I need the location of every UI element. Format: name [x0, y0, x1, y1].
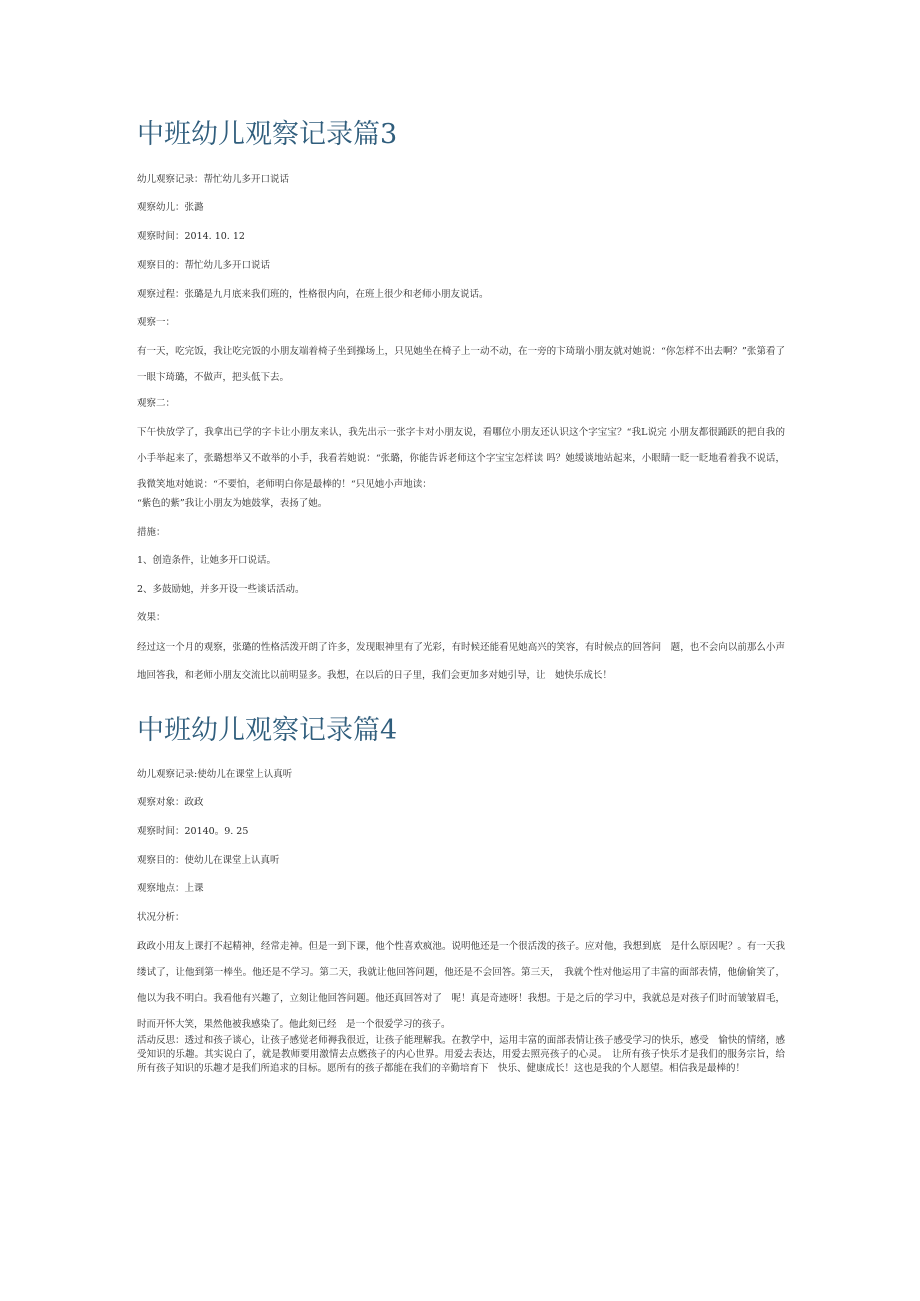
observed-child: 观察幼儿：张潞 [137, 202, 204, 213]
measures-label: 措施： [137, 527, 166, 538]
observation-time-4: 观察时间：20140。9. 25 [137, 826, 249, 837]
measure-1: 1、创造条件，让她多开口说话。 [137, 555, 277, 566]
observation-2-text: 下午快放学了，我拿出已学的字卡让小朋友来认，我先出示一张字卡对小朋友说，看哪位小朋友还认识这个字宝宝？“我L说完 小朋友都很踊跃的把自我的小手举起来了，张璐想举又不敢举的小手，我看若她说：“张璐，你能告诉老师这个字宝宝怎样读 吗？她缓谈地站起来，小眼睛一眨一眨地看着我不说话，我微笑地对她说：“不要怕，老师明白你是最棒的！“只见她小声地读： [137, 427, 785, 490]
observation-purpose-4: 观察目的：使幼儿在课堂上认真听 [137, 855, 280, 866]
observation-process: 观察过程：张璐是九月底来我们班的，性格很内向，在班上很少和老师小朋友说话。 [137, 289, 489, 300]
effect-label: 效果： [137, 612, 166, 623]
observation-time: 观察时间：2014. 10. 12 [137, 231, 245, 242]
situation-analysis-label: 状况分析： [137, 912, 185, 923]
observation-1-label: 观察一： [137, 317, 176, 328]
effect-text: 经过这一个月的观察，张璐的性格活泼开朗了许多，发现眼神里有了光彩，有时候还能看见她高兴的笑容，有时候点的回答问 题，也不会向以前那么小声地回答我，和老师小朋友交流比以前明显多。我想，在以后的日子里，我们会更加多对她引导，让 她快乐成长！ [137, 642, 785, 681]
section-4-title: 中班幼儿观察记录篇4 [137, 715, 398, 746]
observation-2-end: “紫色的紫”我让小朋友为她鼓掌，表扬了她。 [137, 498, 328, 509]
observation-location-4: 观察地点：上课 [137, 883, 204, 894]
measure-2: 2、多鼓励她，并多开设一些谈话活动。 [137, 584, 305, 595]
activity-reflection-text: 活动反思：透过和孩子谈心，让孩子感觉老师褥我很近，让孩子能理解我。在教学中，运用丰富的面部表情让孩子感受学习的快乐，感受 愉快的情绪，感受知识的乐趣。其实说白了，就是教师要用激情去点燃孩子的内心世界。用爱去表达，用爱去照亮孩子的心灵。 让所有孩子快乐才是我们的服务宗旨，给所有孩子知识的乐趣才是我们所追求的目标。愿所有的孩子都能在我们的辛勤培育下 快乐、健康成长！这也是我的个人愿望。相信我是最棒的！ [137, 1035, 785, 1074]
section-3-title: 中班幼儿观察记录篇3 [137, 119, 398, 150]
observation-2-label: 观察二： [137, 398, 176, 409]
record-topic-4: 幼儿观察记录:使幼儿在课堂上认真听 [137, 769, 293, 780]
situation-analysis-text: 政政小用友上课打不起精神，经常走神。但是一到下课，他个性喜欢疯池。说明他还是一个很活泼的孩子。应对他，我想到底 是什么原因呢？。有一天我缕试了，让他到第一棒坐。他还是不学习。第二天，我就让他回答问题，他还是不会回答。第三天， 我就个性对他运用了丰富的面部表情，他偷偷笑了，他以为我不明白。我看他有兴趣了，立刻让他回答问题。他还真回答对了 呢！真是奇迹呀！我想。于是之后的学习中，我就总是对孩子们时而皱皱眉毛，时而开怀大笑，果然他被我感染了。他此刻已经 是一个很爱学习的孩子。 [137, 941, 785, 1030]
record-topic: 幼儿观察记录：帮忙幼儿多开口说话 [137, 174, 290, 185]
observation-1-text: 有一天，吃完饭，我让吃完饭的小朋友端着椅子坐到操场上，只见她坐在椅子上一动不动，在一旁的卞琦瑞小朋友就对她说：“你怎样不出去啊？”张第看了一眼卞琦璐，不做声，把头低下去。 [137, 346, 785, 383]
observed-subject-4: 观察对象：政政 [137, 797, 204, 808]
observation-purpose: 观察目的：帮忙幼儿多开口说话 [137, 260, 271, 271]
